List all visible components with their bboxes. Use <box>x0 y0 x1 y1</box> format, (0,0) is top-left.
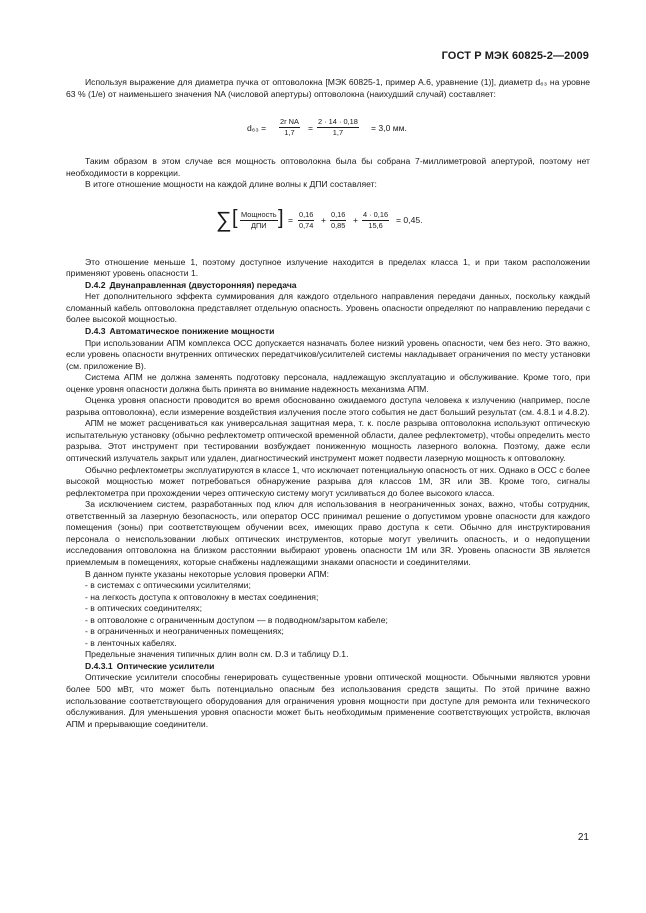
page-number: 21 <box>577 832 589 843</box>
paragraph: В данном пункте указаны некоторые условия проверки АПМ: <box>85 568 330 579</box>
formula-fraction <box>240 210 278 231</box>
section-heading-d42 <box>66 280 590 292</box>
formula-fraction <box>362 210 389 231</box>
paragraph: Обычно рефлектометры эксплуатируются в классе 1, что исключает потенциальную опасность от них. Однако в ОСС с более высокой мощностью может потребоваться обнаружение разрыва для классов 1М, 3R или 3В. Кроме того, сигналы рефлектометра при прохождении через оптическую систему могут усиливаться до более высокого класса. <box>66 464 590 498</box>
section-heading-d431 <box>66 661 590 673</box>
formula-fraction <box>298 210 314 231</box>
formula-equals: = <box>288 214 294 225</box>
paragraph: В итоге отношение мощности на каждой длине волны к ДПИ составляет: <box>85 179 377 190</box>
formula-result: = 3,0 мм. <box>371 123 407 134</box>
fraction-denominator: ДПИ <box>250 220 267 230</box>
formula-result: = 0,45. <box>396 214 423 225</box>
sigma-symbol: ∑ <box>216 206 232 232</box>
fraction-denominator: 0,85 <box>331 220 346 230</box>
formula-equals: = <box>308 123 314 134</box>
fraction-denominator: 15,6 <box>368 220 383 230</box>
paragraph: Оценка уровня опасности проводится во время обоснованно ожидаемого доступа человека к излучению (например, после разрыва оптоволокна), если измерение воздействия излучения после этого события не даст больший результат (см. 4.8.1 и 4.8.2). <box>66 395 590 417</box>
fraction-numerator: 0,16 <box>331 209 346 219</box>
fraction-numerator: 4 · 0,16 <box>363 209 389 219</box>
section-number: D.4.3.1 <box>85 660 113 671</box>
list-item: - в оптоволокне с ограниченным доступом — в подводном/зарытом кабеле; <box>85 614 388 625</box>
right-bracket: ] <box>278 206 284 229</box>
fraction-numerator: 2 · 14 · 0,18 <box>318 117 358 127</box>
paragraph: Система АПМ не должна заменять подготовку персонала, надлежащую эксплуатацию и обслуживание. Кроме того, при оценке уровня опасности должна быть принята во внимание надежность механизма АПМ. <box>66 372 590 394</box>
formula-fraction <box>279 117 300 138</box>
formula-lhs: d₆₃ = <box>247 123 267 134</box>
list-item: - в ленточных кабелях. <box>85 637 177 648</box>
paragraph: При использовании АПМ комплекса ОСС допускается назначать более низкий уровень опасности, чем без него. Это важно, если уровень опасности внутренних оптических передатчиков/усилителей системы накладывает ограничения по месту установки (см. приложение В). <box>66 337 590 371</box>
section-number: D.4.3 <box>85 326 106 337</box>
paragraph: Оптические усилители способны генерировать существенные уровни оптической мощности. Обычными являются уровни более 500 мВт, что может быть потенциально опасным без использования средств защиты. По этой причине важно использование соответствующего оборудования для ограничения уровня мощности при доступе для ремонта или технического обслуживания. Для уменьшения уровня опасности может быть необходимым применение соответствующих устройств, включая АПМ и прерывающие соединители. <box>66 672 590 729</box>
formula-beam-diameter <box>66 106 590 152</box>
paragraph: АПМ не может расцениваться как универсальная защитная мера, т. к. после разрыва оптоволокна используют оптическую испытательную установку (обычно рефлектометр оптической временной области, далее рефлектометр), чтобы определить место разрыва. Этот инструмент при тестировании возбуждает пониженную мощность лазерного волокна. Поэтому, даже если оптический излучатель закрыт или удален, диагностический инструмент может подвести лазерную мощность к оптоволокну. <box>66 418 590 464</box>
formula-plus: + <box>321 214 327 225</box>
fraction-numerator: 2r NA <box>280 117 299 127</box>
section-title: Автоматическое понижение мощности <box>109 326 275 337</box>
formula-fraction <box>330 210 346 231</box>
formula-power-ratio <box>66 195 590 253</box>
list-item: - на легкость доступа к оптоволокну в местах соединения; <box>85 591 319 602</box>
section-title: Двунаправленная (двусторонняя) передача <box>109 279 297 290</box>
section-number: D.4.2 <box>85 279 106 290</box>
section-title: Оптические усилители <box>116 660 215 671</box>
fraction-denominator: 1,7 <box>284 128 295 138</box>
section-heading-d43 <box>66 326 590 338</box>
document-header: ГОСТ Р МЭК 60825-2—2009 <box>441 50 589 62</box>
paragraph: Таким образом в этом случае вся мощность оптоволокна была бы собрана 7-миллиметровой апертурой, поэтому нет необходимости в коррекции. <box>66 156 590 178</box>
paragraph: Используя выражение для диаметра пучка от оптоволокна [МЭК 60825-1, пример А.6, уравнение (1)], диаметр d₆₃ на уровне 63 % (1/е) от наименьшего значения NA (числовой апертуры) оптоволокна (наихудший случай) составляет: <box>66 77 590 99</box>
paragraph: Предельные значения типичных длин волн см. D.3 и таблицу D.1. <box>85 649 349 660</box>
list-item: - в системах с оптическими усилителями; <box>85 580 251 591</box>
paragraph: Это отношение меньше 1, поэтому доступное излучение находится в пределах класса 1, и при таком расположении применяют уровень опасности 1. <box>66 256 590 279</box>
document-body <box>66 77 590 730</box>
list-item: - в ограниченных и неограниченных помещениях; <box>85 626 284 637</box>
formula-fraction <box>317 117 359 138</box>
formula-plus: + <box>353 214 359 225</box>
paragraph: За исключением систем, разработанных под ключ для использования в неограниченных зонах, важно, чтобы сотрудник, ответственный за лазерную безопасность, или оператор ОСС принимал решение о допустимом уровне опасности для каждого помещения (зоны) при соответствующем обучении всех, имеющих право доступа к сети. Обычно для инструктирования персонала о неиспользовании любых оптических инструментов, которые могут увеличить опасность, и о недопущении исследования оптоволокна на близком расстоянии выбирают уровень опасности 1М или 3R. Уровень опасности 3В является приемлемым в помещениях, которые снабжены надлежащими знаками опасности и соединителями. <box>66 499 590 567</box>
left-bracket: [ <box>232 206 238 229</box>
fraction-denominator: 0,74 <box>299 220 314 230</box>
fraction-numerator: 0,16 <box>299 209 314 219</box>
list-item: - в оптических соединителях; <box>85 603 202 614</box>
paragraph: Нет дополнительного эффекта суммирования для каждого отдельного направления передачи данных, поскольку каждый сломанный кабель оптоволокна представляет отдельную опасность. Уровень опасности определяют по направлению передачи с более высокой мощностью. <box>66 291 590 325</box>
fraction-numerator: Мощность <box>241 209 277 219</box>
fraction-denominator: 1,7 <box>332 128 344 138</box>
conditions-list <box>66 580 590 649</box>
